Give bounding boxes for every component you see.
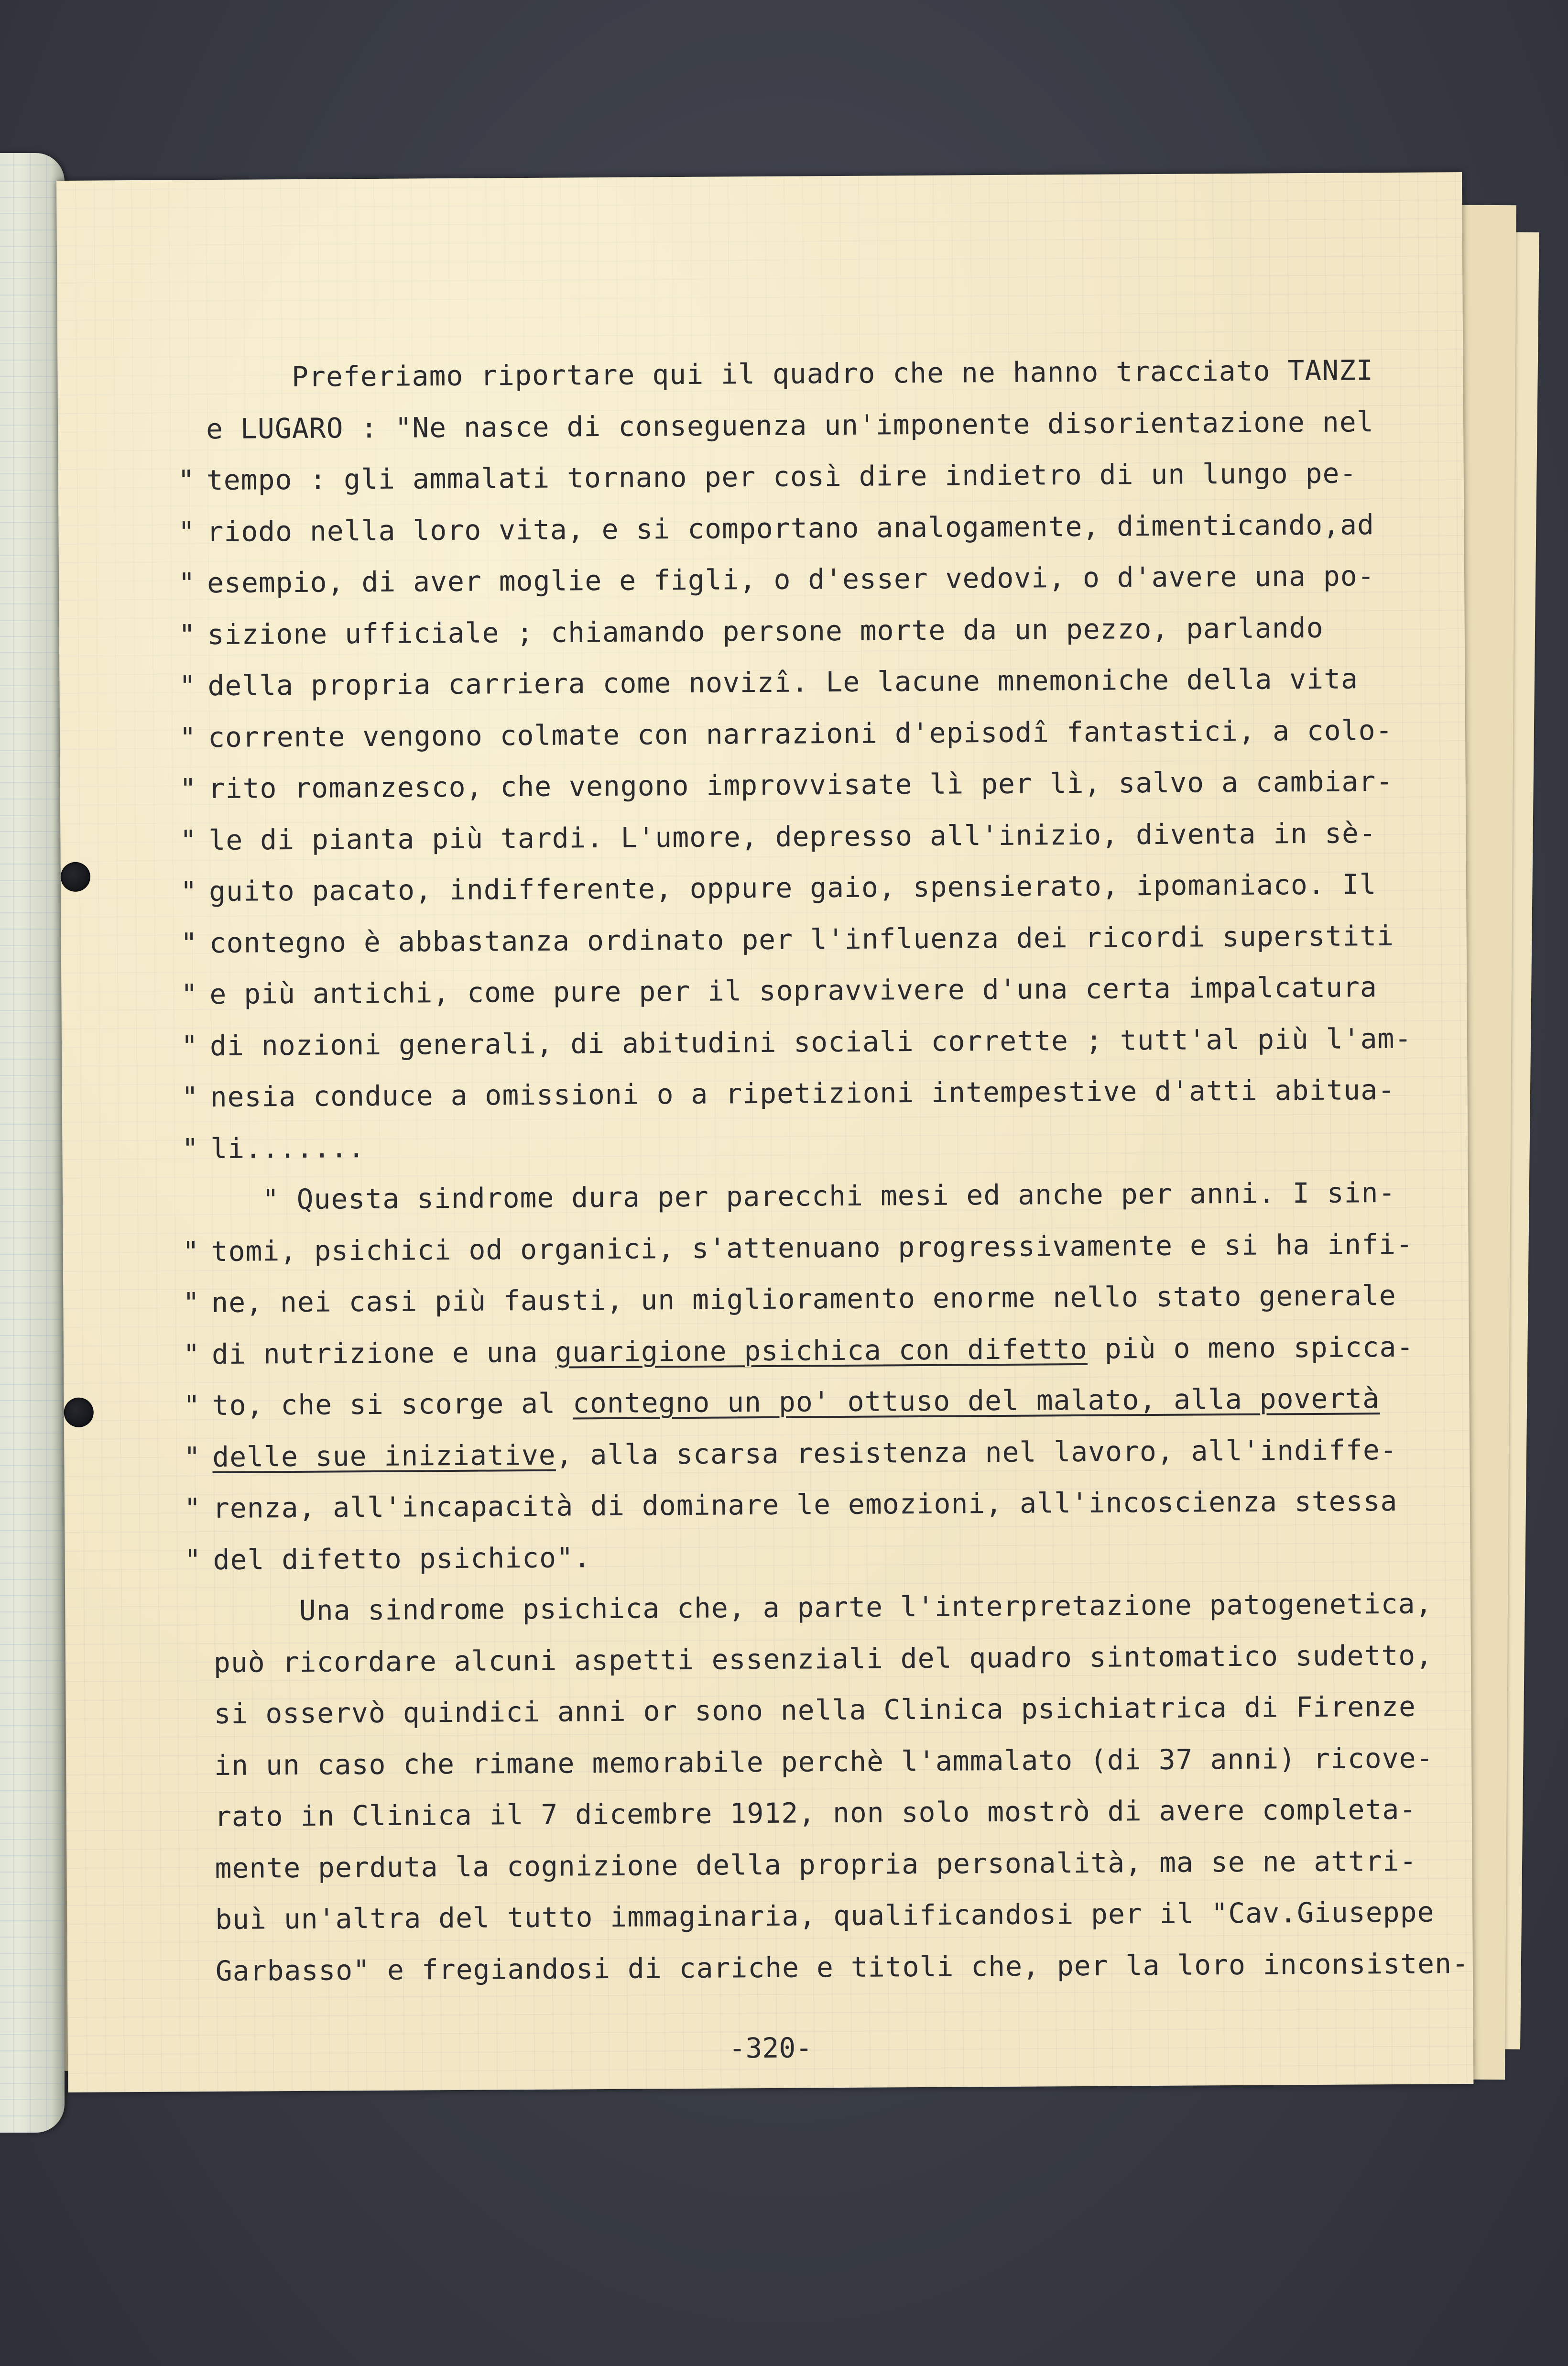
text-line: [214, 1681, 1457, 1740]
line-text: di nutrizione e una: [211, 1336, 555, 1370]
text-line: [214, 1732, 1458, 1791]
line-text: " Questa sindrome dura per parecchi mesi ed anche per anni. I sin-: [210, 1176, 1396, 1216]
text-line: [178, 602, 1450, 660]
underlined-text: guarigione psichica con difetto: [555, 1332, 1088, 1369]
text-line: [184, 1475, 1456, 1534]
page-number: -320-: [729, 2031, 813, 2065]
line-text: si osservò quindici anni or sono nella Clinica psichiatrica di Firenze: [214, 1690, 1416, 1731]
line-text: e più antichi, come pure per il sopravvivere d'una certa impalcatura: [209, 971, 1378, 1011]
quote-mark: ": [178, 618, 196, 651]
line-text: può ricordare alcuni aspetti essenziali del quadro sintomatico sudetto,: [213, 1638, 1433, 1679]
underlined-text: contegno un po' ottuso del malato, alla povertà: [572, 1382, 1380, 1420]
text-line: [184, 1527, 1456, 1586]
line-text: più o meno spicca-: [1087, 1330, 1414, 1365]
text-line: [181, 1013, 1453, 1072]
quote-mark: ": [184, 1440, 201, 1473]
text-line: [214, 1630, 1457, 1688]
line-text: rito romanzesco, che vengono improvvisate lì per lì, salvo a cambiar-: [208, 765, 1394, 805]
quote-mark: ": [179, 669, 196, 702]
text-line: [183, 1321, 1455, 1380]
quote-mark: ": [183, 1286, 200, 1319]
line-text: tempo : gli ammalati tornano per così dire indietro di un lungo pe-: [206, 457, 1357, 497]
underlined-text: delle sue iniziative: [212, 1438, 556, 1473]
quote-mark: ": [179, 721, 197, 754]
binder-hole-lower: [64, 1398, 94, 1427]
line-text: li.......: [210, 1131, 365, 1165]
line-text: tomi, psichici od organici, s'attenuano progressivamente e si ha infi-: [211, 1227, 1414, 1268]
text-line: [178, 499, 1450, 558]
quote-mark: ": [180, 875, 198, 908]
line-text: buì un'altra del tutto immaginaria, qualificandosi per il "Cav.Giuseppe: [215, 1895, 1435, 1936]
line-text: , alla scarsa resistenza nel lavoro, all'indiffe-: [555, 1433, 1397, 1471]
line-text: to, che si scorge al: [212, 1387, 573, 1422]
text-line: [180, 858, 1452, 917]
line-text: di nozioni generali, di abitudini sociali corrette ; tutt'al più l'am-: [209, 1022, 1412, 1062]
text-line: [211, 1167, 1454, 1226]
text-line: [215, 1938, 1470, 1997]
line-text: corrente vengono colmate con narrazioni d'episodî fantastici, a colo-: [207, 713, 1393, 754]
quote-mark: ": [183, 1389, 201, 1422]
text-line: [179, 704, 1451, 763]
line-text: del difetto psichico".: [213, 1541, 591, 1576]
text-line: [206, 396, 1449, 455]
text-line: [177, 447, 1450, 506]
quote-mark: ": [182, 1235, 200, 1268]
line-text: rato in Clinica il 7 dicembre 1912, non solo mostrò di avere completa-: [214, 1793, 1417, 1833]
text-line: [215, 1886, 1459, 1945]
text-line: [215, 1835, 1458, 1894]
line-text: esempio, di aver moglie e figli, o d'esser vedovi, o d'avere una po-: [207, 559, 1375, 600]
text-line: [178, 550, 1450, 609]
quote-mark: ": [184, 1543, 202, 1576]
quote-mark: ": [177, 464, 195, 497]
line-text: Preferiamo riportare qui il quadro che ne hanno tracciato TANZI: [206, 354, 1374, 394]
quote-mark: ": [180, 823, 197, 856]
quote-mark: ": [184, 1492, 202, 1525]
line-text: sizione ufficiale ; chiamando persone morte da un pezzo, parlando: [207, 611, 1324, 651]
text-line: [182, 1116, 1454, 1174]
text-line: [183, 1270, 1455, 1328]
quote-mark: ": [179, 772, 197, 805]
line-text: Una sindrome psichica che, a parte l'interpretazione patogenetica,: [213, 1587, 1433, 1628]
line-text: nesia conduce a omissioni o a ripetizioni intempestive d'atti abitua-: [210, 1073, 1395, 1114]
line-text: mente perduta la cognizione della propria personalità, ma se ne attri-: [215, 1844, 1417, 1884]
typed-page: [56, 172, 1473, 2092]
text-line: [183, 1372, 1455, 1431]
text-line: [180, 910, 1452, 969]
facing-page-edge: [0, 153, 65, 2133]
text-line: [206, 344, 1449, 403]
line-text: e LUGARO : "Ne nasce di conseguenza un'imponente disorientazione nel: [206, 405, 1374, 445]
line-text: in un caso che rimane memorabile perchè l'ammalato (di 37 anni) ricove-: [214, 1741, 1434, 1782]
line-text: contegno è abbastanza ordinato per l'influenza dei ricordi superstiti: [209, 919, 1394, 959]
text-line: [180, 807, 1452, 866]
text-line: [181, 1064, 1453, 1123]
quote-mark: ": [183, 1337, 201, 1370]
line-text: guito pacato, indifferente, oppure gaio, spensierato, ipomaniaco. Il: [208, 868, 1377, 908]
text-line: [179, 653, 1451, 712]
line-text: le di pianta più tardi. L'umore, depresso all'inizio, diventa in sè-: [208, 816, 1377, 856]
quote-mark: ": [178, 515, 196, 548]
quote-mark: ": [181, 978, 198, 1011]
line-text: renza, all'incapacità di dominare le emozioni, all'incoscienza stessa: [212, 1484, 1398, 1525]
quote-mark: ": [180, 926, 198, 959]
text-line: [215, 1784, 1458, 1842]
text-line: [213, 1578, 1457, 1637]
line-text: ne, nei casi più fausti, un miglioramento enorme nello stato generale: [211, 1279, 1396, 1319]
body-text: [177, 344, 1470, 1997]
binder-hole-upper: [61, 862, 90, 892]
text-line: [179, 756, 1451, 814]
quote-mark: ": [182, 1132, 199, 1165]
text-line: [181, 961, 1453, 1020]
text-line: [182, 1218, 1454, 1277]
line-text: della propria carriera come novizî. Le lacune mnemoniche della vita: [207, 662, 1359, 702]
quote-mark: ": [178, 567, 196, 600]
quote-mark: ": [181, 1029, 199, 1062]
line-text: Garbasso" e fregiandosi di cariche e titoli che, per la loro inconsisten-: [215, 1947, 1470, 1987]
quote-mark: ": [181, 1081, 199, 1114]
line-text: riodo nella loro vita, e si comportano analogamente, dimenticando,ad: [207, 508, 1375, 548]
text-line: [184, 1424, 1456, 1483]
